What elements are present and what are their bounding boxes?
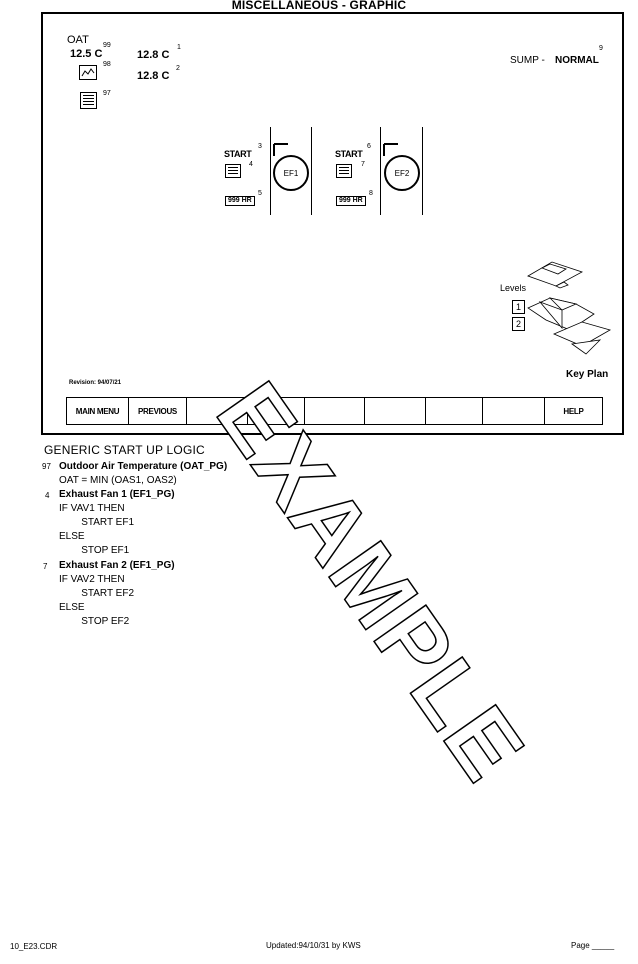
level-2-button[interactable]: 2 xyxy=(512,317,525,331)
ef2-label: EF2 xyxy=(394,168,410,178)
ef1-start-ref: 3 xyxy=(258,143,262,150)
ef1-runtime-hours[interactable]: 999 HR xyxy=(225,196,255,206)
oat-ref: 99 xyxy=(103,42,111,49)
page-title: MISCELLANEOUS - GRAPHIC xyxy=(231,0,407,12)
temp2-value[interactable]: 12.8 C xyxy=(137,70,170,82)
trend-icon[interactable] xyxy=(79,65,97,80)
nav-button-3[interactable] xyxy=(187,398,248,424)
help-button[interactable]: HELP xyxy=(563,406,584,416)
revision-text: Revision: 94/07/21 xyxy=(69,380,122,386)
logic-ref: 7 xyxy=(43,562,48,571)
logic-line: START EF1 xyxy=(59,517,135,528)
ef1-doc-ref: 4 xyxy=(249,161,253,168)
ef1-hours-ref: 5 xyxy=(258,190,262,197)
sump-label: SUMP - xyxy=(510,55,545,66)
ef2-doc-ref: 7 xyxy=(361,161,365,168)
logic-line: STOP EF2 xyxy=(59,616,130,627)
sump-status[interactable]: NORMAL xyxy=(555,55,599,66)
ef2-start-ref: 6 xyxy=(367,143,371,150)
level-1-button[interactable]: 1 xyxy=(512,300,525,314)
main-menu-button[interactable]: MAIN MENU xyxy=(67,398,129,424)
key-plan-icon[interactable] xyxy=(526,258,616,360)
key-plan-label: Key Plan xyxy=(566,369,609,380)
logic-line: STOP EF1 xyxy=(59,545,130,556)
logic-line: OAT = MIN (OAS1, OAS2) xyxy=(59,475,177,486)
navigation-bar xyxy=(66,397,603,425)
footer-updated: Updated:94/10/31 by KWS xyxy=(266,941,361,950)
footer-page: Page _____ xyxy=(571,941,615,950)
logic-block-title: Outdoor Air Temperature (OAT_PG) xyxy=(59,461,228,472)
previous-button[interactable]: PREVIOUS xyxy=(129,398,187,424)
ef1-fan-icon[interactable] xyxy=(273,155,309,191)
graphic-frame xyxy=(41,12,624,435)
ef2-duct-right xyxy=(422,127,423,215)
ef2-document-icon[interactable] xyxy=(336,164,352,178)
ef2-hours-ref: 8 xyxy=(369,190,373,197)
footer-filename: 10_E23.CDR xyxy=(10,942,58,951)
logic-heading: GENERIC START UP LOGIC xyxy=(44,443,205,457)
temp2-ref: 2 xyxy=(176,65,180,72)
sump-ref: 9 xyxy=(599,45,603,52)
logic-block-title: Exhaust Fan 1 (EF1_PG) xyxy=(59,489,175,500)
ef2-runtime-hours[interactable]: 999 HR xyxy=(336,196,366,206)
logic-line: IF VAV2 THEN xyxy=(59,574,125,585)
nav-button-6[interactable] xyxy=(365,398,426,424)
temp1-value[interactable]: 12.8 C xyxy=(137,49,170,61)
logic-ref: 4 xyxy=(45,491,50,500)
logic-block-title: Exhaust Fan 2 (EF1_PG) xyxy=(59,560,175,571)
oat-value[interactable]: 12.5 C xyxy=(70,48,103,60)
nav-button-7[interactable] xyxy=(426,398,483,424)
ef1-start-status[interactable]: START xyxy=(224,149,252,159)
ef1-label: EF1 xyxy=(283,168,299,178)
logic-line: IF VAV1 THEN xyxy=(59,503,125,514)
temp1-ref: 1 xyxy=(177,44,181,51)
ef1-document-icon[interactable] xyxy=(225,164,241,178)
oat-label: OAT xyxy=(67,34,89,46)
doc-ref: 97 xyxy=(103,90,111,97)
example-watermark: EXAMPLE xyxy=(197,365,544,800)
levels-label: Levels xyxy=(500,283,527,293)
logic-line: ELSE xyxy=(59,602,85,613)
logic-ref: 97 xyxy=(42,462,51,471)
logic-line: ELSE xyxy=(59,531,85,542)
document-icon[interactable] xyxy=(80,92,97,109)
trend-ref: 98 xyxy=(103,61,111,68)
ef2-fan-icon[interactable] xyxy=(384,155,420,191)
nav-button-4[interactable] xyxy=(248,398,305,424)
nav-button-5[interactable] xyxy=(305,398,365,424)
logic-line: START EF2 xyxy=(59,588,135,599)
ef2-start-status[interactable]: START xyxy=(335,149,363,159)
nav-button-8[interactable] xyxy=(483,398,545,424)
